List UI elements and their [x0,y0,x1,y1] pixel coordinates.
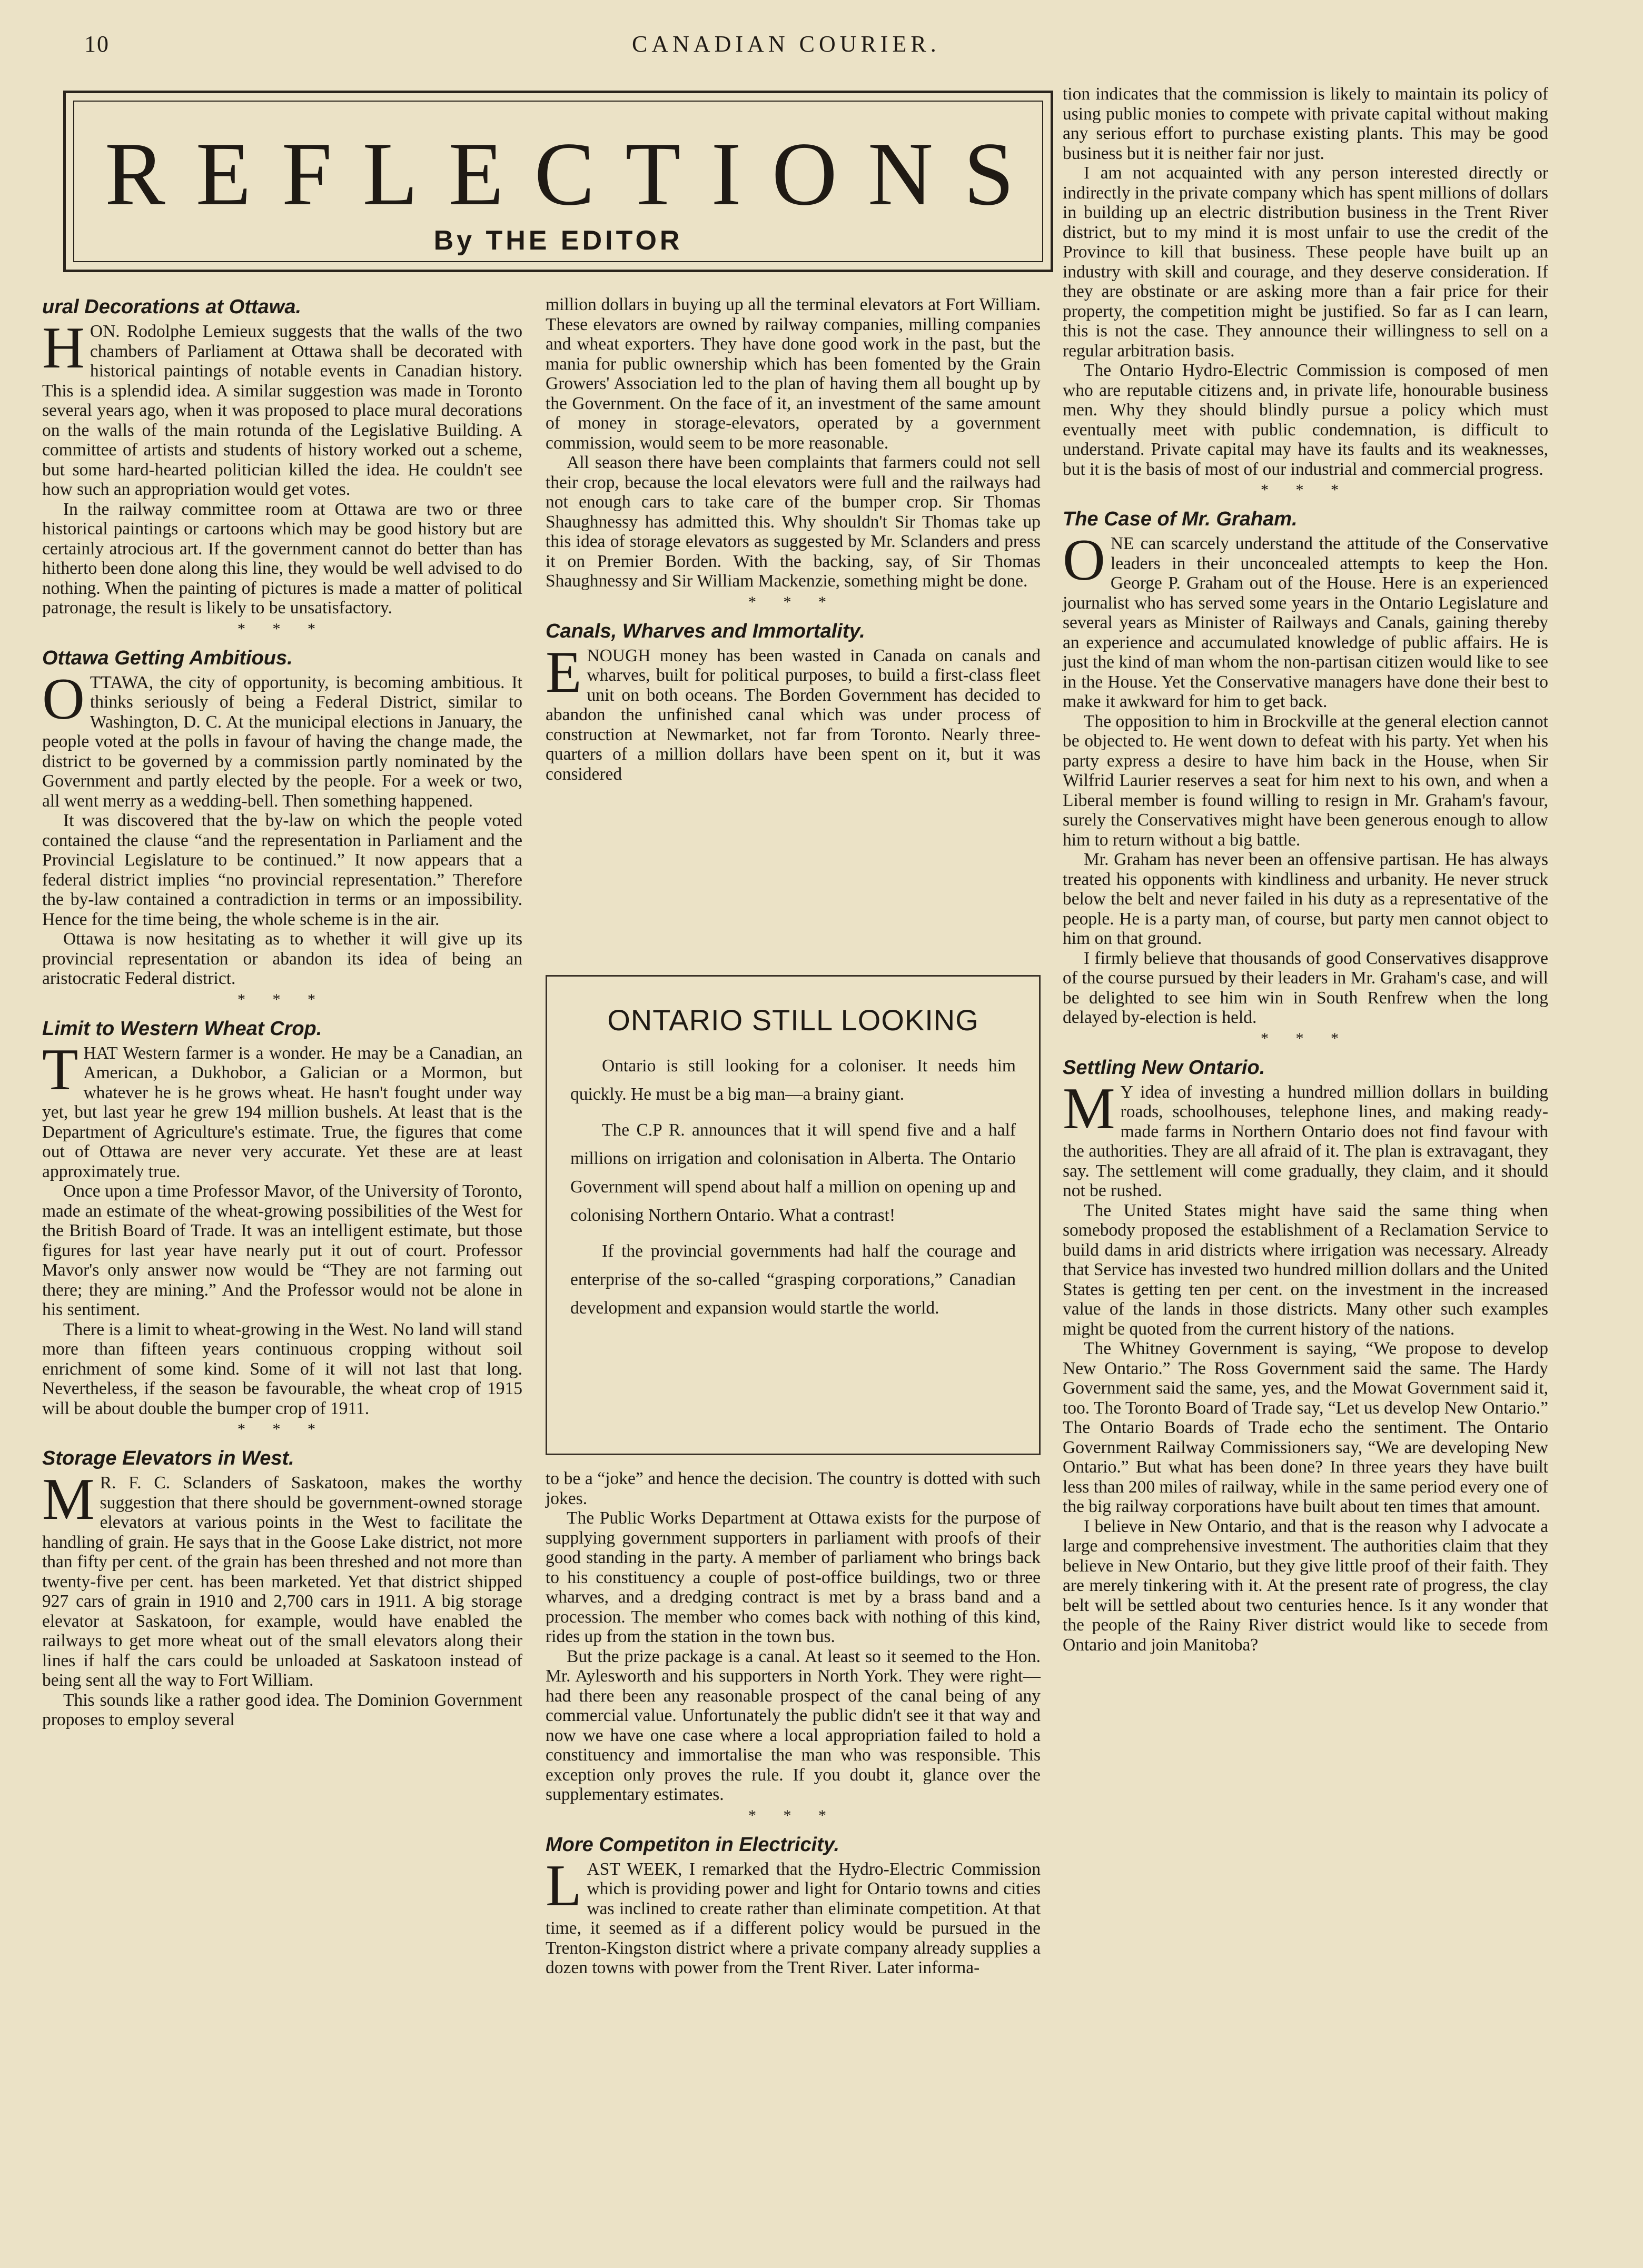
paragraph: I believe in New Ontario, and that is the reason why I advocate a large and comprehensive investment. The authorities claim that they believe in New Ontario, but they give little proof of their faith. They are merely tinkering with it. At the present rate of progress, the clay belt will be settled about two centuries hence. Is it any wonder that the people of the Rainy River district would like to secede from Ontario and join Manitoba? [1063,1516,1548,1655]
paragraph: ENOUGH money has been wasted in Canada on canals and wharves, built for political purposes, to build a first-class fleet unit on both oceans. The Borden Government has decided to abandon the unfinished canal which was under process of construction at Newmarket, not far from Toronto. Nearly three-quarters of a million dollars have been spent on it, but it was considered [546,639,1041,784]
paragraph: The Ontario Hydro-Electric Commission is composed of men who are reputable citizens and, in private life, honourable business men. Why they should blindly pursue a policy which must eventually meet with public condemnation, is difficult to understand. Private capital may have its faults and its weaknesses, but it is the basis of most of our industrial and commercial progress. [1063,361,1548,479]
sidebox-title: ONTARIO STILL LOOKING [607,1003,979,1037]
section-divider: * * * [748,593,838,611]
paragraph: The United States might have said the same thing when somebody proposed the establishment of a Reclamation Service to build dams in arid districts where irrigation was necessary. Already that Service has invested two hundred million dollars and the United States is getting ten per cent. on the investment in the increased value of the lands in those districts. Many other such examples might be quoted from the current history of the nations. [1063,1200,1548,1339]
paragraph: This sounds like a rather good idea. The Dominion Government proposes to employ several [42,1690,522,1729]
section-heading-electricity: More Competiton in Electricity. [546,1833,840,1856]
banner-inner-frame [73,101,1043,262]
paragraph: to be a “joke” and hence the decision. The country is dotted with such jokes. [546,1469,1041,1508]
section-heading-new-ontario: Settling New Ontario. [1063,1056,1265,1079]
paragraph: I am not acquainted with any person interested directly or indirectly in the private company which has spent millions of dollars in building up an electric distribution business in the Trent River district, but to my mind it is most unfair to use the credit of the Province to kill that business. These people have built up an industry with skill and courage, and they deserve consideration. If they are obstinate or are asking more than a fair price for their property, the competition might be justified. So far as I can learn, this is not the case. They announce their willingness to sell on a regular arbitration basis. [1063,163,1548,361]
section-heading-ottawa-ambitious: Ottawa Getting Ambitious. [42,646,293,669]
paragraph: It was discovered that the by-law on which the people voted contained the clause “and the representation in Parliament and the Provincial Legislature to be continued.” It now appears that a federal district implies “no provincial representation.” Therefore the by-law contained a contradiction in terms or an impossibility. Hence for the time being, the whole scheme is in the air. [42,811,522,929]
section-divider: * * * [237,620,327,638]
paragraph: M Y idea of investing a hundred million dollars in building roads, schoolhouses, telephone lines, and making ready-made farms in Northern Ontario does not find favour with the authorities. They are all afraid of it. The plan is extravagant, they say. The settlement will come gradually, they claim, and it should not be rushed. [1063,1076,1548,1200]
section-divider: * * * [237,1420,327,1438]
section-divider: * * * [748,1806,838,1824]
column-2-upper [546,295,1041,784]
paragraph: M R. F. C. Sclanders of Saskatoon, makes the worthy suggestion that there should be government-owned storage elevators at various points in the West to facilitate the handling of grain. He says that in the Goose Lake district, not more than fifty per cent. of the grain has been threshed and not more than twenty-five per cent. has been marketed. Yet that district shipped 927 cars of grain in 1910 and 2,700 cars in 1911. A big storage elevator at Saskatoon, for example, would have enabled the railways to get more wheat out of the small elevators along their lines if half the cars could be unloaded at Saskatoon instead of being sent all the way to Fort William. [42,1467,522,1690]
paragraph: tion indicates that the commission is likely to maintain its policy of using public monies to compete with private capital without making any serious effort to purchase existing plants. This may be good business but it is neither fair nor just. [1063,84,1548,163]
paragraph: The Public Works Department at Ottawa exists for the purpose of supplying government supporters in parliament with proofs of their good standing in the party. A member of parliament who brings back to his constituency a couple of post-office buildings, two or three wharves, and a dredging contract is met by a brass band and a procession. The member who comes back with nothing of this kind, rides up from the station in the town bus. [546,1508,1041,1646]
section-heading-mural-decorations: ural Decorations at Ottawa. [42,296,302,318]
drop-cap: T [42,1037,78,1102]
banner-byline: By THE EDITOR [433,225,683,256]
paragraph: THAT Western farmer is a wonder. He may be a Canadian, an American, a Dukhobor, a Galician or a Mormon, but whatever he is he grows wheat. He hasn't fought under way yet, but last year he grew 194 million bushels. At least that is the Department of Agriculture's estimate. True, the figures that come out of Ottawa are never very accurate. Yet these are at least approximately true. [42,1037,522,1181]
section-divider: * * * [1261,1029,1350,1047]
page-number: 10 [84,31,110,57]
drop-cap: L [546,1853,582,1918]
paragraph: There is a limit to wheat-growing in the West. No land will stand more than fifteen years continuous cropping without soil enrichment of some kind. Some of it will not last that long. Nevertheless, if the season be favourable, the wheat crop of 1915 will be about double the bumper crop of 1911. [42,1319,522,1418]
paragraph: But the prize package is a canal. At least so it seemed to the Hon. Mr. Aylesworth and his supporters in North York. They were right—had there been any reasonable prospect of the canal being of any commercial value. Unfortunately the public didn't see it that way and now we have one case where a local appropriation failed to hold a constituency and immortalise the man who was responsible. This exception only proves the rule. If you doubt it, glance over the supplementary estimates. [546,1646,1041,1804]
paragraph: OTTAWA, the city of opportunity, is becoming ambitious. It thinks seriously of being a Federal District, similar to Washington, D. C. At the municipal elections in January, the people voted at the polls in favour of having the change made, the district to be governed by a commission partly nominated by the Government and partly elected by the people. For a week or two, all went merry as a wedding-bell. Then something happened. [42,666,522,811]
section-divider: * * * [1261,481,1350,499]
paragraph: Once upon a time Professor Mavor, of the University of Toronto, made an estimate of the wheat-growing possibilities of the West for the British Board of Trade. It was an intelligent estimate, but those figures for last year have nearly put it out of court. Professor Mavor's only answer now would be “They are not farming out there; they are mining.” And the Professor would not be alone in his sentiment. [42,1181,522,1319]
paragraph: LAST WEEK, I remarked that the Hydro-Electric Commission which is providing power and light for Ontario towns and cities was inclined to create rather than eliminate competition. At that time, it seemed as if a different policy would be pursued in the Trenton-Kingston district where a private company already supplies a dozen towns with power from the Trent River. Later informa- [546,1853,1041,1977]
column-2-lower [546,1469,1041,1978]
reflections-banner [63,91,1053,272]
paragraph: The opposition to him in Brockville at the general election cannot be objected to. He went down to defeat with his party. Yet when his party express a desire to have him back in the House, when Sir Wilfrid Laurier reserves a seat for him next to his own, and when a Liberal member is found willing to resign in Mr. Graham's favour, surely the Conservatives might have been generous enough to allow him to return without a big battle. [1063,711,1548,850]
sidebox-paragraph: If the provincial governments had half the courage and enterprise of the so-called “grasping corporations,” Canadian development and expansion would startle the world. [570,1241,1016,1318]
drop-cap: M [42,1467,95,1532]
drop-cap: E [546,639,582,705]
paragraph: ONE can scarcely understand the attitude of the Conservative leaders in their unconcealed attempts to keep the Hon. George P. Graham out of the House. Here is an experienced journalist who has served some years in the Ontario Legislature and several years as Minister of Railways and Canals, gaining thereby an experience and accumulated knowledge of public affairs. He is just the kind of man whom the non-partisan citizen would like to see in the House. Yet the Conservative managers have done their best to make it awkward for him to get back. [1063,528,1548,711]
section-heading-western-wheat: Limit to Western Wheat Crop. [42,1017,322,1040]
drop-cap: M [1063,1076,1115,1141]
column-3 [1063,84,1548,1655]
running-head: CANADIAN COURIER. [632,31,941,57]
paragraph: Ottawa is now hesitating as to whether it will give up its provincial representation or abandon its idea of being an aristocratic Federal district. [42,929,522,988]
section-divider: * * * [237,990,327,1008]
paragraph: Mr. Graham has never been an offensive partisan. He has always treated his opponents with kindliness and urbanity. He never struck below the belt and never failed in his duty as a representative of the people. He is a party man, of course, but party men cannot object to him on that ground. [1063,850,1548,948]
drop-cap: H [42,315,85,381]
drop-cap: O [42,666,85,732]
banner-title: REFLECTIONS [105,124,1045,224]
drop-cap: O [1063,528,1105,593]
sidebox-paragraph: Ontario is still looking for a coloniser. It needs him quickly. He must be a big man—a brainy giant. [570,1056,1016,1104]
column-1 [42,287,522,1730]
paragraph: In the railway committee room at Ottawa are two or three historical paintings or cartoons which may be good history but are certainly atrocious art. If the government cannot do better than has hitherto been done along this line, they would be well advised to do nothing. When the painting of pictures is made a matter of political patronage, the result is likely to be unsatisfactory. [42,499,522,618]
section-heading-storage-elevators: Storage Elevators in West. [42,1447,294,1469]
section-heading-mr-graham: The Case of Mr. Graham. [1063,508,1298,530]
paragraph: HON. Rodolphe Lemieux suggests that the walls of the two chambers of Parliament at Ottawa shall be decorated with historical paintings of notable events in Canadian history. This is a splendid idea. A similar suggestion was made in Toronto several years ago, when it was proposed to place mural decorations on the walls of the main rotunda of the Legislative Building. A committee of artists and students of history worked out a scheme, but some hard-hearted politician killed the idea. He couldn't see how such an appropriation would get votes. [42,315,522,499]
paragraph: I firmly believe that thousands of good Conservatives disapprove of the course pursued by their leaders in Mr. Graham's case, and will be delighted to see him win in South Renfrew when the long delayed by-election is held. [1063,948,1548,1027]
paragraph: All season there have been complaints that farmers could not sell their crop, because the local elevators were full and the railways had not enough cars to take care of the bumper crop. Sir Thomas Shaughnessy has admitted this. Why shouldn't Sir Thomas take up this idea of storage elevators as suggested by Mr. Sclanders and press it on Premier Borden. With the backing, say, of Sir Thomas Shaughnessy and Sir William Mackenzie, something might be done. [546,453,1041,591]
sidebox-paragraph: The C.P R. announces that it will spend five and a half millions on irrigation and colonisation in Alberta. The Ontario Government will spend about half a million on opening up and colonising Northern Ontario. What a contrast! [570,1120,1016,1225]
paragraph: The Whitney Government is saying, “We propose to develop New Ontario.” The Ross Government said the same. The Hardy Government said the same, yes, and the Mowat Government said it, too. The Toronto Board of Trade say, “Let us develop New Ontario.” The Ontario Boards of Trade echo the sentiment. The Ontario Government Railway Commissioners say, “We are developing New Ontario.” But what has been done? In three years they have built less than 200 miles of railway, while in the same period every one of the big railway corporations have built about ten times that amount. [1063,1339,1548,1516]
ontario-still-looking-box [546,975,1041,1455]
section-heading-canals: Canals, Wharves and Immortality. [546,620,865,642]
paragraph: million dollars in buying up all the terminal elevators at Fort William. These elevators are owned by railway companies, milling companies and wheat exporters. They have done good work in the past, but the mania for public ownership which has been fomented by the Grain Growers' Association led to the plan of having them all bought up by the Government. On the face of it, an investment of the same amount of money in storage-elevators, operated by a government commission, would seem to be more reasonable. [546,295,1041,453]
